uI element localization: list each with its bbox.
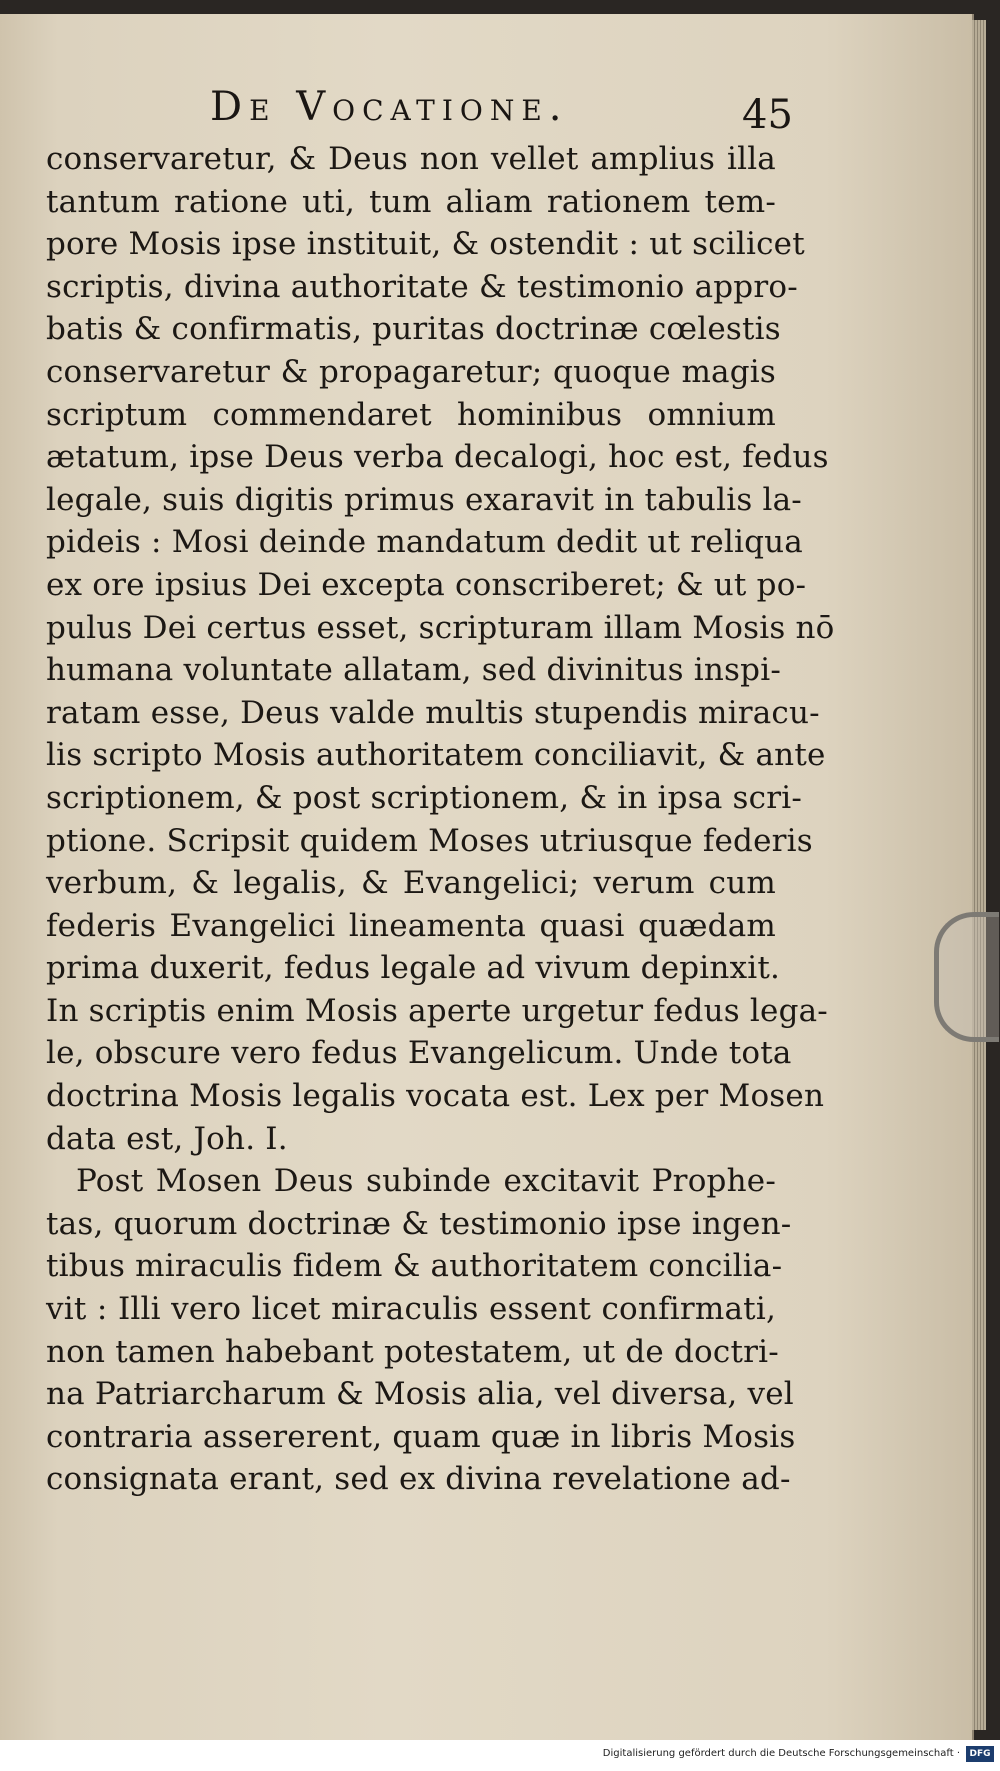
text-line: pore Mosis ipse instituit, & ostendit : ut scilicet xyxy=(46,226,805,263)
running-head xyxy=(0,84,972,138)
text-line: ptione. Scripsit quidem Moses utriusque federis xyxy=(46,822,813,859)
page-number: 45 xyxy=(742,92,793,138)
text-line: ex ore ipsius Dei excepta conscriberet; & ut po- xyxy=(46,566,807,603)
text-line: pideis : Mosi deinde mandatum dedit ut reliqua xyxy=(46,524,803,561)
page-edge xyxy=(972,20,986,1730)
book-page xyxy=(0,14,974,1740)
body-text xyxy=(46,138,835,1501)
text-line: In scriptis enim Mosis aperte urgetur fedus lega- xyxy=(46,992,828,1029)
text-line: le, obscure vero fedus Evangelicum. Unde tota xyxy=(46,1035,792,1072)
text-line: ratam esse, Deus valde multis stupendis miracu- xyxy=(46,694,820,731)
text-line: consignata erant, sed ex divina revelatione ad- xyxy=(46,1461,791,1498)
text-line: Post Mosen Deus subinde excitavit Prophe- xyxy=(76,1163,776,1200)
text-line: lis scripto Mosis authoritatem conciliavit, & ante xyxy=(46,737,826,774)
text-line: contraria assererent, quam quæ in libris Mosis xyxy=(46,1418,796,1455)
text-line: pulus Dei certus esset, scripturam illam Mosis nō xyxy=(46,609,835,646)
text-line: vit : Illi vero licet miraculis essent confirmati, xyxy=(46,1291,776,1328)
text-line: tantum ratione uti, tum aliam rationem tem- xyxy=(46,183,776,220)
text-line: legale, suis digitis primus exaravit in tabulis la- xyxy=(46,481,802,518)
text-line: scriptum commendaret hominibus omnium xyxy=(46,396,776,433)
text-line: conservaretur & propagaretur; quoque magis xyxy=(46,353,776,390)
text-line: verbum, & legalis, & Evangelici; verum cum xyxy=(46,865,776,902)
text-line: tibus miraculis fidem & authoritatem concilia- xyxy=(46,1248,783,1285)
footer xyxy=(0,1740,1000,1771)
dfg-logo: DFG xyxy=(966,1746,994,1762)
text-line: data est, Joh. I. xyxy=(46,1120,288,1157)
text-line: non tamen habebant potestatem, ut de doctri- xyxy=(46,1333,779,1370)
text-line: humana voluntate allatam, sed divinitus inspi- xyxy=(46,652,781,689)
page-clip xyxy=(934,912,999,1042)
text-line: doctrina Mosis legalis vocata est. Lex per Mosen xyxy=(46,1078,825,1115)
text-line: scriptionem, & post scriptionem, & in ipsa scri- xyxy=(46,779,803,816)
text-line: prima duxerit, fedus legale ad vivum depinxit. xyxy=(46,950,781,987)
text-line: tas, quorum doctrinæ & testimonio ipse ingen- xyxy=(46,1205,792,1242)
text-line: ætatum, ipse Deus verba decalogi, hoc est, fedus xyxy=(46,439,829,476)
text-line: batis & confirmatis, puritas doctrinæ cœlestis xyxy=(46,311,781,348)
footer-credit: Digitalisierung gefördert durch die Deutsche Forschungsgemeinschaft · xyxy=(602,1748,960,1759)
text-line: conservaretur, & Deus non vellet amplius illa xyxy=(46,141,776,177)
text-line: scriptis, divina authoritate & testimonio appro- xyxy=(46,268,798,305)
text-line: na Patriarcharum & Mosis alia, vel diversa, vel xyxy=(46,1376,794,1413)
running-title: De Vocatione. xyxy=(210,84,569,130)
text-line: federis Evangelici lineamenta quasi quædam xyxy=(46,907,776,944)
